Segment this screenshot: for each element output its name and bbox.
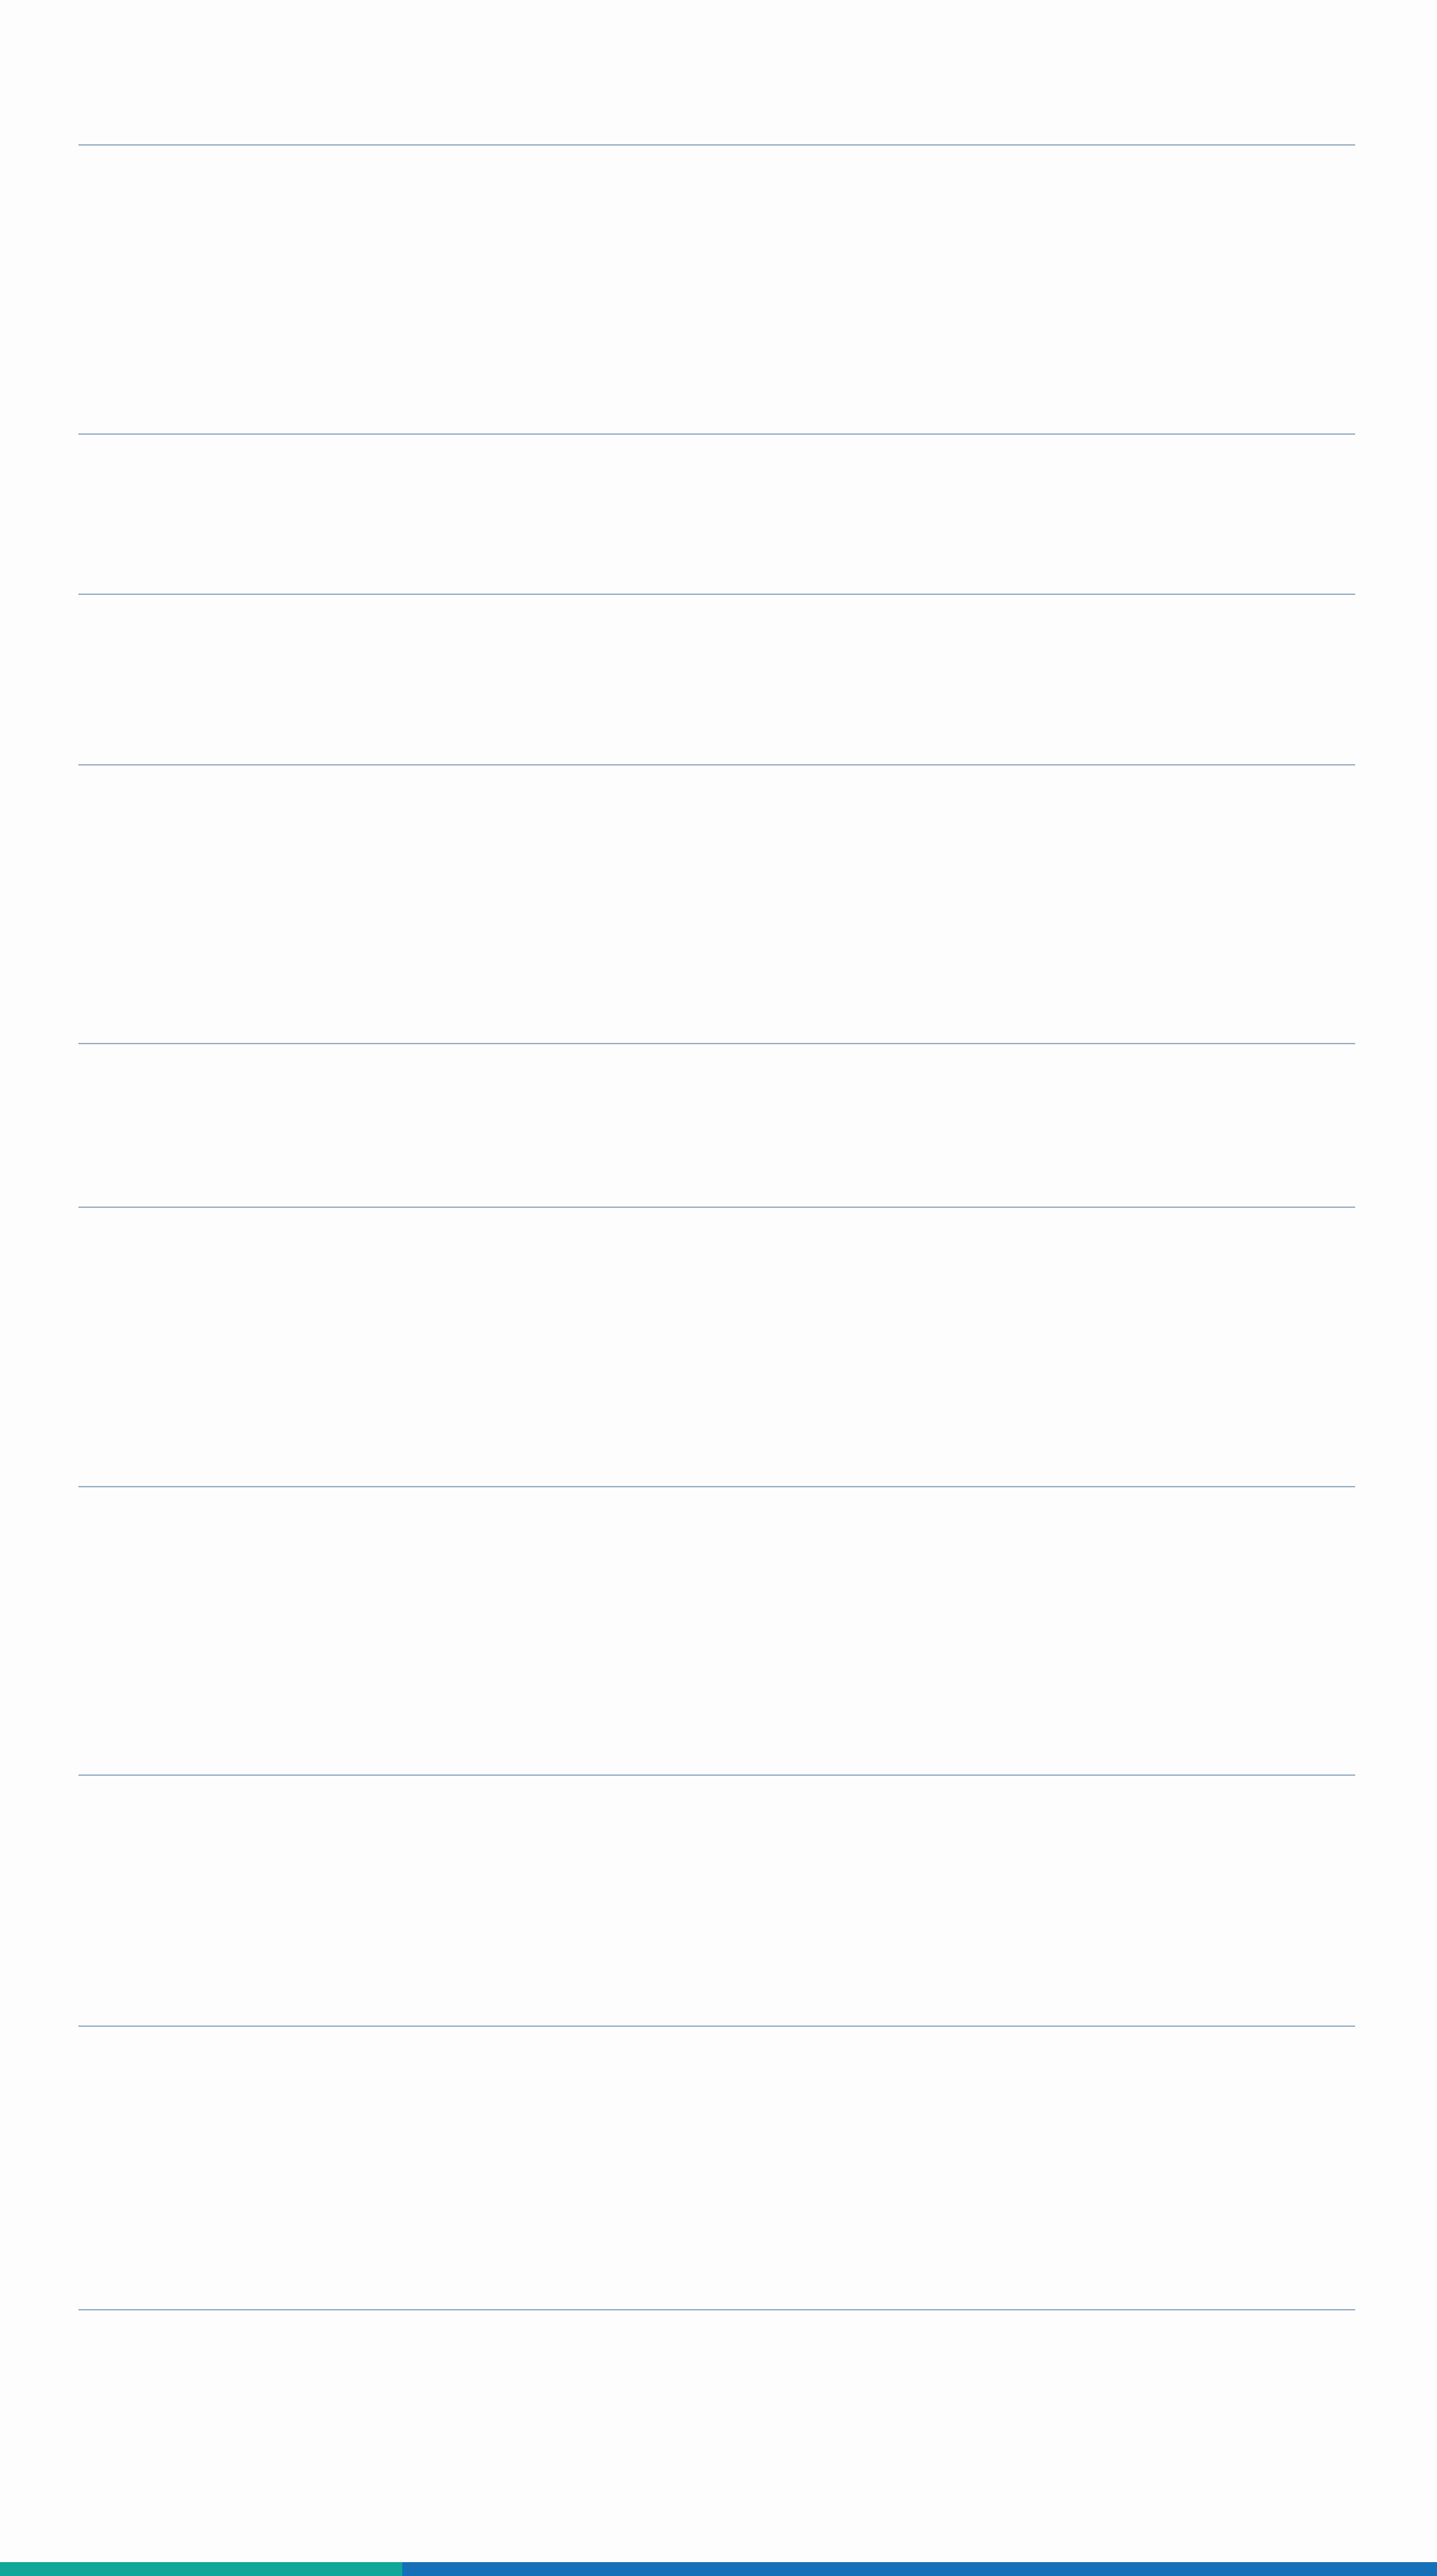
footer-color-bar [0,2562,1437,2576]
footer-bar-blue-segment [402,2562,1437,2576]
footer-bar-teal-segment [0,2562,402,2576]
horizontal-rule [78,594,1355,595]
horizontal-rule [78,1043,1355,1044]
horizontal-rule [78,144,1355,146]
horizontal-rule [78,2025,1355,2027]
horizontal-rule [78,764,1355,766]
horizontal-rule [78,1486,1355,1487]
horizontal-rule [78,1207,1355,1208]
horizontal-rule [78,433,1355,435]
horizontal-rule [78,2309,1355,2310]
horizontal-rule [78,1774,1355,1776]
